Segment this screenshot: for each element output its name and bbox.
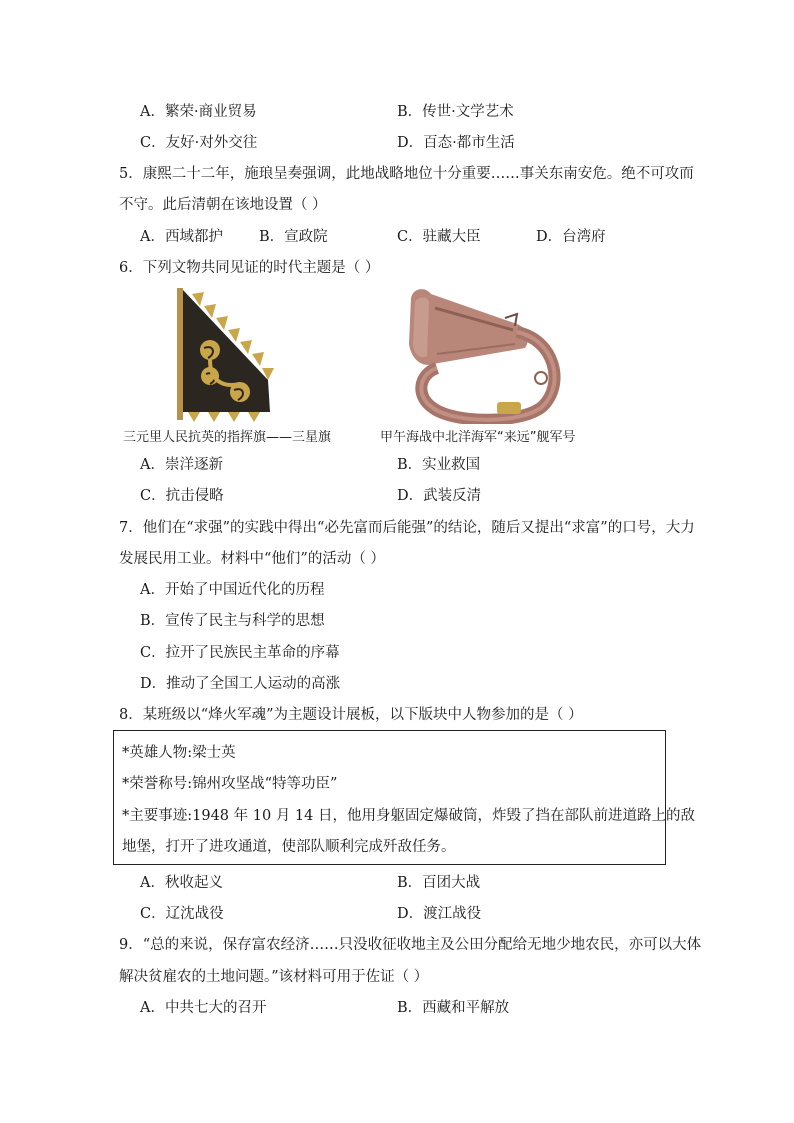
q8-box-line-3: *主要事迹:1948 年 10 月 14 日，他用身躯固定爆破筒，炸毁了挡在部队前进道路上的敌 xyxy=(122,808,695,824)
q8-box-line-2: *荣誉称号:锦州攻坚战“特等功臣” xyxy=(122,776,338,792)
q9-option-b[interactable]: B．西藏和平解放 xyxy=(397,1000,510,1016)
q8-option-b[interactable]: B．百团大战 xyxy=(397,875,481,891)
q4-option-b[interactable]: B．传世·文学艺术 xyxy=(397,104,514,120)
bugle-horn-image xyxy=(405,284,563,424)
q4-option-d[interactable]: D．百态·都市生活 xyxy=(397,135,515,151)
three-star-flag-image xyxy=(170,284,276,424)
q7-option-d[interactable]: D．推动了全国工人运动的高涨 xyxy=(140,676,341,692)
q5-option-b[interactable]: B．宣政院 xyxy=(259,229,328,245)
q7-option-c[interactable]: C．拉开了民族民主革命的序幕 xyxy=(140,645,340,661)
q8-material-box xyxy=(113,730,695,865)
q6-option-a[interactable]: A．崇洋逐新 xyxy=(140,457,223,473)
q8-box-line-4: 地堡，打开了进攻通道，使部队顺利完成歼敌任务。 xyxy=(122,839,456,855)
q8-option-a[interactable]: A．秋收起义 xyxy=(140,875,223,891)
q5-option-d[interactable]: D．台湾府 xyxy=(536,229,606,245)
q8-option-c[interactable]: C．辽沈战役 xyxy=(140,906,224,922)
q7-stem-line-2: 发展民用工业。材料中“他们”的活动（ ） xyxy=(119,551,385,567)
q5-option-a[interactable]: A．西域都护 xyxy=(140,229,223,245)
q5-option-c[interactable]: C．驻藏大臣 xyxy=(397,229,481,245)
q6-option-c[interactable]: C．抗击侵略 xyxy=(140,488,224,504)
q6-option-d[interactable]: D．武装反清 xyxy=(397,488,482,504)
q6-option-b[interactable]: B．实业救国 xyxy=(397,457,481,473)
q6-stem: 6．下列文物共同见证的时代主题是（ ） xyxy=(119,260,380,276)
q7-stem-line-1: 7．他们在“求强”的实践中得出“必先富而后能强”的结论，随后又提出“求富”的口号，大力 xyxy=(119,520,695,536)
q7-option-a[interactable]: A．开始了中国近代化的历程 xyxy=(140,582,325,598)
q5-stem-line-2: 不守。此后清朝在该地设置（ ） xyxy=(119,197,327,213)
q9-stem-line-1: 9．“总的来说，保存富农经济……只没收征收地主及公田分配给无地少地农民，亦可以大体 xyxy=(119,937,702,953)
q8-stem: 8．某班级以“烽火军魂”为主题设计展板，以下版块中人物参加的是（ ） xyxy=(119,707,583,723)
q6-caption-flag: 三元里人民抗英的指挥旗——三星旗 xyxy=(123,430,332,445)
q4-option-c[interactable]: C．友好·对外交往 xyxy=(140,135,258,151)
q7-option-b[interactable]: B．宣传了民主与科学的思想 xyxy=(140,613,325,629)
q6-caption-bugle: 甲午海战中北洋海军“来远”舰军号 xyxy=(380,430,576,445)
q5-stem-line-1: 5．康熙二十二年，施琅呈奏强调，此地战略地位十分重要……事关东南安危。绝不可攻而 xyxy=(119,166,694,182)
q8-box-line-1: *英雄人物:梁士英 xyxy=(122,745,236,761)
q4-option-a[interactable]: A．繁荣·商业贸易 xyxy=(140,104,257,120)
q8-option-d[interactable]: D．渡江战役 xyxy=(397,906,482,922)
q9-option-a[interactable]: A．中共七大的召开 xyxy=(140,1000,267,1016)
q9-stem-line-2: 解决贫雇农的土地问题。”该材料可用于佐证（ ） xyxy=(119,969,429,985)
